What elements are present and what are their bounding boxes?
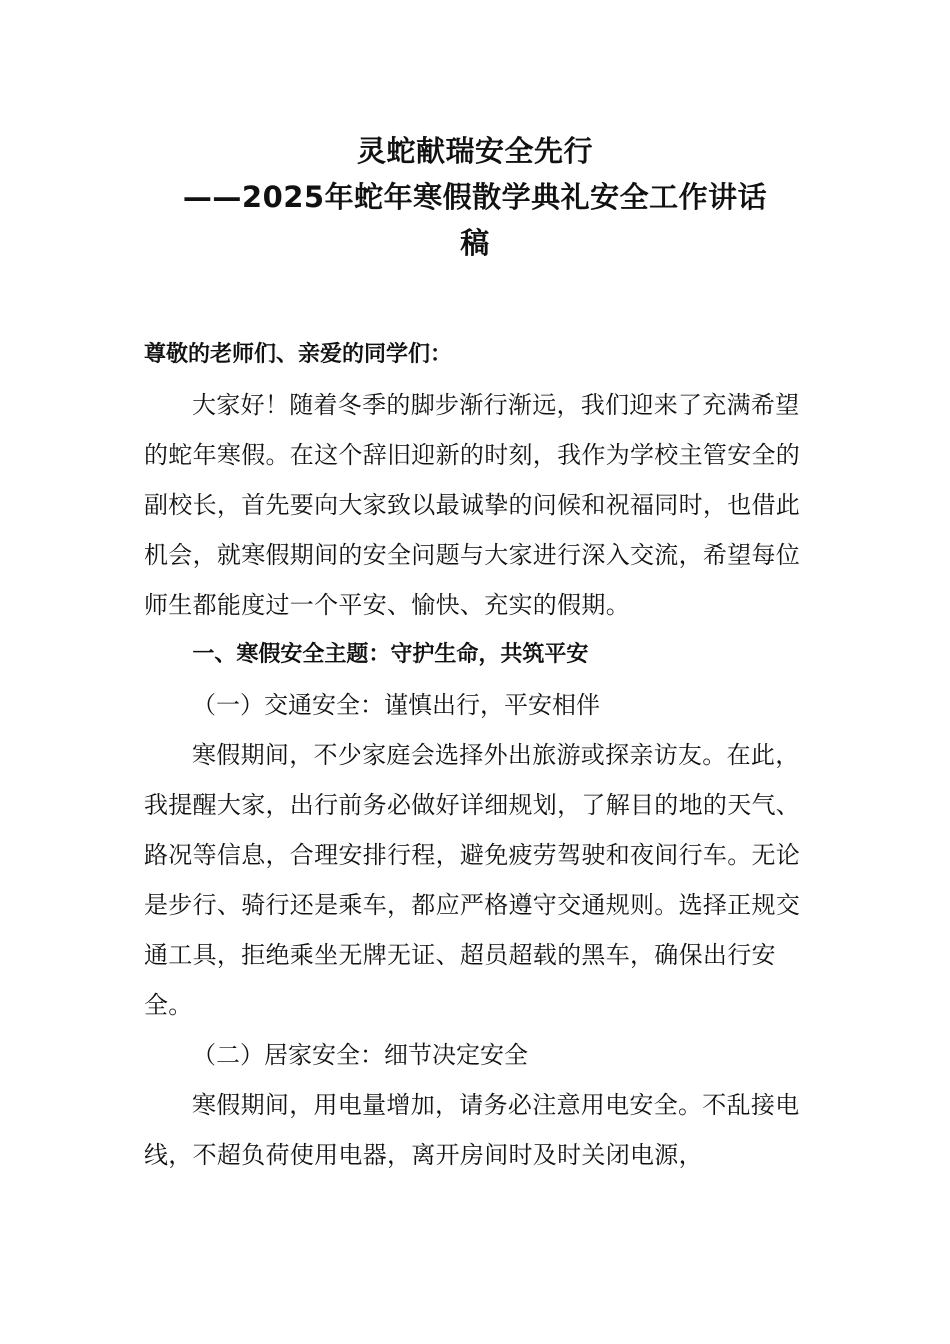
intro-paragraph: 大家好！随着冬季的脚步渐行渐远，我们迎来了充满希望的蛇年寒假。在这个辞旧迎新的时刻，我作为学校主管安全的副校长，首先要向大家致以最诚挚的问候和祝福同时，也借此机会，就寒假期间的安全问题与大家进行深入交流，希望每位师生都能度过一个平安、愉快、充实的假期。 — [144, 391, 801, 619]
document-title — [144, 128, 806, 266]
subsection-heading-2: （二）居家安全：细节决定安全 — [192, 1041, 528, 1069]
title-line-3: 稿 — [460, 226, 490, 260]
subsection-heading-1: （一）交通安全：谨慎出行，平安相伴 — [192, 691, 600, 719]
document-page — [144, 128, 806, 1180]
section-heading-1: 一、寒假安全主题：守护生命，共筑平安 — [192, 642, 589, 667]
traffic-safety-paragraph: 寒假期间，不少家庭会选择外出旅游或探亲访友。在此，我提醒大家，出行前务必做好详细规划，了解目的地的天气、路况等信息，合理安排行程，避免疲劳驾驶和夜间行车。无论是步行、骑行还是乘车，都应严格遵守交通规则。选择正规交通工具，拒绝乘坐无牌无证、超员超载的黑车，确保出行安全。 — [144, 741, 801, 1019]
title-line-1: 灵蛇献瑞安全先行 — [356, 134, 593, 168]
salutation: 尊敬的老师们、亲爱的同学们： — [144, 342, 453, 367]
title-line-2: ——2025年蛇年寒假散学典礼安全工作讲话 — [182, 180, 768, 214]
home-safety-paragraph: 寒假期间，用电量增加，请务必注意用电安全。不乱接电线，不超负荷使用电器，离开房间时及时关闭电源， — [144, 1091, 800, 1169]
